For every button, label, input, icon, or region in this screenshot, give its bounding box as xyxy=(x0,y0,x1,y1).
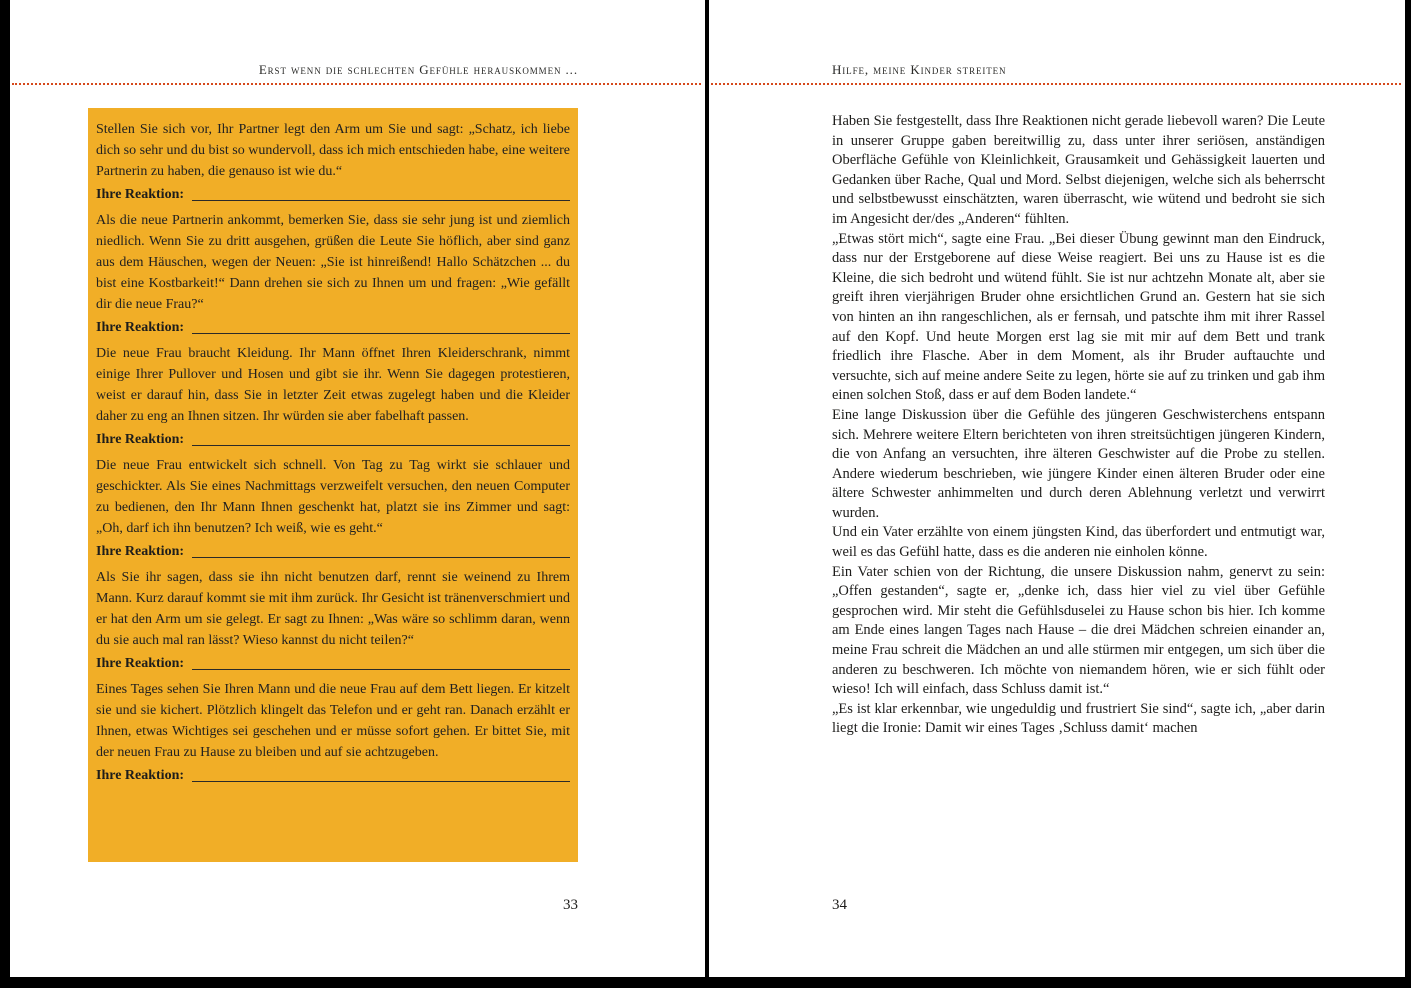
exercise-paragraph: Als Sie ihr sagen, dass sie ihn nicht benutzen darf, rennt sie weinend zu Ihrem Mann. Kurz darauf kommt sie mit ihm zurück. Ihr Gesicht ist tränenverschmiert und er hat den Arm um sie gelegt. Er sagt zu Ihnen: „Was wäre so schlimm daran, wenn du sie auch mal ran lässt? Wieso kannst du nicht teilen?“ xyxy=(96,570,570,648)
scan-edge-right xyxy=(1405,0,1411,988)
exercise-paragraph: Eines Tages sehen Sie Ihren Mann und die neue Frau auf dem Bett liegen. Er kitzelt sie und sie kichert. Plötzlich klingelt das Telefon und er geht ran. Danach erzählt er Ihnen, etwas Wichtiges sei geschehen und er müsse sofort gehen. Er bittet Sie, mit der neuen Frau zu Hause zu bleiben und auf sie achtzugeben. xyxy=(96,682,570,760)
reaction-row xyxy=(96,653,570,674)
body-paragraph: Und ein Vater erzählte von einem jüngsten Kind, das überfordert und entmutigt war, weil es das Gefühl hatte, dass es die anderen nie einholen könne. xyxy=(832,524,1325,561)
exercise-section xyxy=(96,567,570,674)
exercise-paragraph: Die neue Frau braucht Kleidung. Ihr Mann öffnet Ihren Kleiderschrank, nimmt einige Ihrer Pullover und Hosen und gibt sie ihr. Wenn Sie dagegen protestieren, weist er darauf hin, dass Sie in letzter Zeit etwas zugelegt haben und die Kleider daher zu eng an Ihnen sitzen. Ihr würden sie aber fabelhaft passen. xyxy=(96,346,570,424)
body-paragraph: Ein Vater schien von der Richtung, die unsere Diskussion nahm, genervt zu sein: „Offen gestanden“, sagte er, „denke ich, dass hier viel zu viel über Gefühle gesprochen wird. Mir steht die Gefühlsduselei zu Hause schon bis hier. Ich komme am Ende eines langen Tages nach Hause – die drei Mädchen schreien einander an, meine Frau schreit die Mädchen an und alle stürmen mir entgegen, um sich über die anderen zu beschweren. Ich möchte von niemandem hören, wie er sich fühlt oder wieso! Ich will einfach, dass Schluss damit ist.“ xyxy=(832,563,1325,698)
right-body-text xyxy=(832,112,1325,739)
right-page-number: 34 xyxy=(832,897,847,913)
reaction-row xyxy=(96,429,570,450)
reaction-fill-line xyxy=(192,669,570,671)
left-dotted-rule xyxy=(12,83,701,85)
exercise-paragraph: Stellen Sie sich vor, Ihr Partner legt den Arm um Sie und sagt: „Schatz, ich liebe dich so sehr und du bist so wundervoll, dass ich mich entschieden habe, eine weitere Partnerin zu haben, die genauso ist wie du.“ xyxy=(96,122,570,179)
exercise-section xyxy=(96,119,570,205)
reaction-fill-line xyxy=(192,200,570,202)
reaction-row xyxy=(96,765,570,786)
exercise-section xyxy=(96,210,570,338)
body-paragraph: Eine lange Diskussion über die Gefühle des jüngeren Geschwisterchens entspann sich. Mehrere weitere Eltern berichteten von ihren streitsüchtigen jüngeren Kindern, die von Anfang an versuchten, ihre älteren Geschwister auf die Probe zu stellen. Andere wiederum beschrieben, wie jüngere Kinder einen älteren Bruder oder eine ältere Schwester anhimmelten und durch deren Ablehnung verletzt und verwirrt wurden. xyxy=(832,406,1325,521)
reaction-label: Ihre Reaktion: xyxy=(96,768,185,783)
left-page-number: 33 xyxy=(563,897,578,913)
exercise-highlight-box xyxy=(88,108,578,862)
right-running-head: Hilfe, meine Kinder streiten xyxy=(832,62,1007,77)
scan-edge-bottom xyxy=(0,977,1411,988)
body-paragraph: „Etwas stört mich“, sagte eine Frau. „Bei dieser Übung gewinnt man den Eindruck, dass nur der Erstgeborene auf diese Weise reagiert. Bei uns zu Hause ist es die Kleine, die sich bedroht und wütend fühlt. Sie ist nur achtzehn Monate alt, aber sie greift ihren vierjährigen Bruder ohne ersichtlichen Grund an. Gestern hat sie sich von hinten an ihn rangeschlichen, als er fernsah, und patschte ihm mit ihrer Rassel auf den Kopf. Und heute Morgen erst lag sie mit mir auf dem Bett und trank friedlich ihre Flasche. Aber in dem Moment, als ihr Bruder auftauchte und versuchte, sich auf meine andere Seite zu legen, hörte sie auf zu trinken und gab ihm einen solchen Stoß, dass er auf dem Boden landete.“ xyxy=(832,230,1325,404)
right-page xyxy=(709,0,1405,977)
reaction-row xyxy=(96,184,570,205)
body-paragraph: Haben Sie festgestellt, dass Ihre Reaktionen nicht gerade liebevoll waren? Die Leute in unserer Gruppe gaben bereitwillig zu, dass unter ihrer seriösen, anständigen Oberfläche Gefühle von Kleinlichkeit, Grausamkeit und Gehässigkeit lauerten und Gedanken über Rache, Qual und Mord. Selbst diejenigen, welche sich als beherrscht und selbstbewusst einschätzten, waren überrascht, wie wütend und bedroht sie sich im Angesicht der/des „Anderen“ fühlten. xyxy=(832,113,1325,227)
exercise-paragraph: Als die neue Partnerin ankommt, bemerken Sie, dass sie sehr jung ist und ziemlich niedlich. Wenn Sie zu dritt ausgehen, grüßen die Leute Sie höflich, aber sind ganz aus dem Häuschen, wegen der Neuen: „Sie ist hinreißend! Hallo Schätzchen ... du bist eine Kostbarkeit!“ Dann drehen sie sich zu Ihnen um und fragen: „Wie gefällt dir die neue Frau?“ xyxy=(96,213,570,312)
reaction-label: Ihre Reaktion: xyxy=(96,544,185,559)
reaction-row xyxy=(96,317,570,338)
exercise-section xyxy=(96,455,570,562)
exercise-section xyxy=(96,679,570,786)
body-paragraph: „Es ist klar erkennbar, wie ungeduldig und frustriert Sie sind“, sagte ich, „aber darin liegt die Ironie: Damit wir eines Tages ‚Schluss damit‘ machen xyxy=(832,700,1325,737)
reaction-label: Ihre Reaktion: xyxy=(96,432,185,447)
reaction-label: Ihre Reaktion: xyxy=(96,187,185,202)
page-spine-divider xyxy=(705,0,709,988)
left-page xyxy=(10,0,705,977)
scan-edge-left xyxy=(0,0,10,988)
reaction-fill-line xyxy=(192,557,570,559)
exercise-paragraph: Die neue Frau entwickelt sich schnell. Von Tag zu Tag wirkt sie schlauer und geschickter. Als Sie eines Nachmittags verzweifelt versuchen, den neuen Computer zu bedienen, den Ihr Mann Ihnen geschenkt hat, platzt sie ins Zimmer und sagt: „Oh, darf ich ihn benutzen? Ich weiß, wie es geht.“ xyxy=(96,458,570,536)
reaction-row xyxy=(96,541,570,562)
reaction-fill-line xyxy=(192,781,570,783)
reaction-fill-line xyxy=(192,445,570,447)
left-running-head: Erst wenn die schlechten Gefühle herauskommen ... xyxy=(258,62,578,77)
reaction-label: Ihre Reaktion: xyxy=(96,320,185,335)
exercise-section xyxy=(96,343,570,450)
right-dotted-rule xyxy=(711,83,1401,85)
reaction-label: Ihre Reaktion: xyxy=(96,656,185,671)
reaction-fill-line xyxy=(192,333,570,335)
